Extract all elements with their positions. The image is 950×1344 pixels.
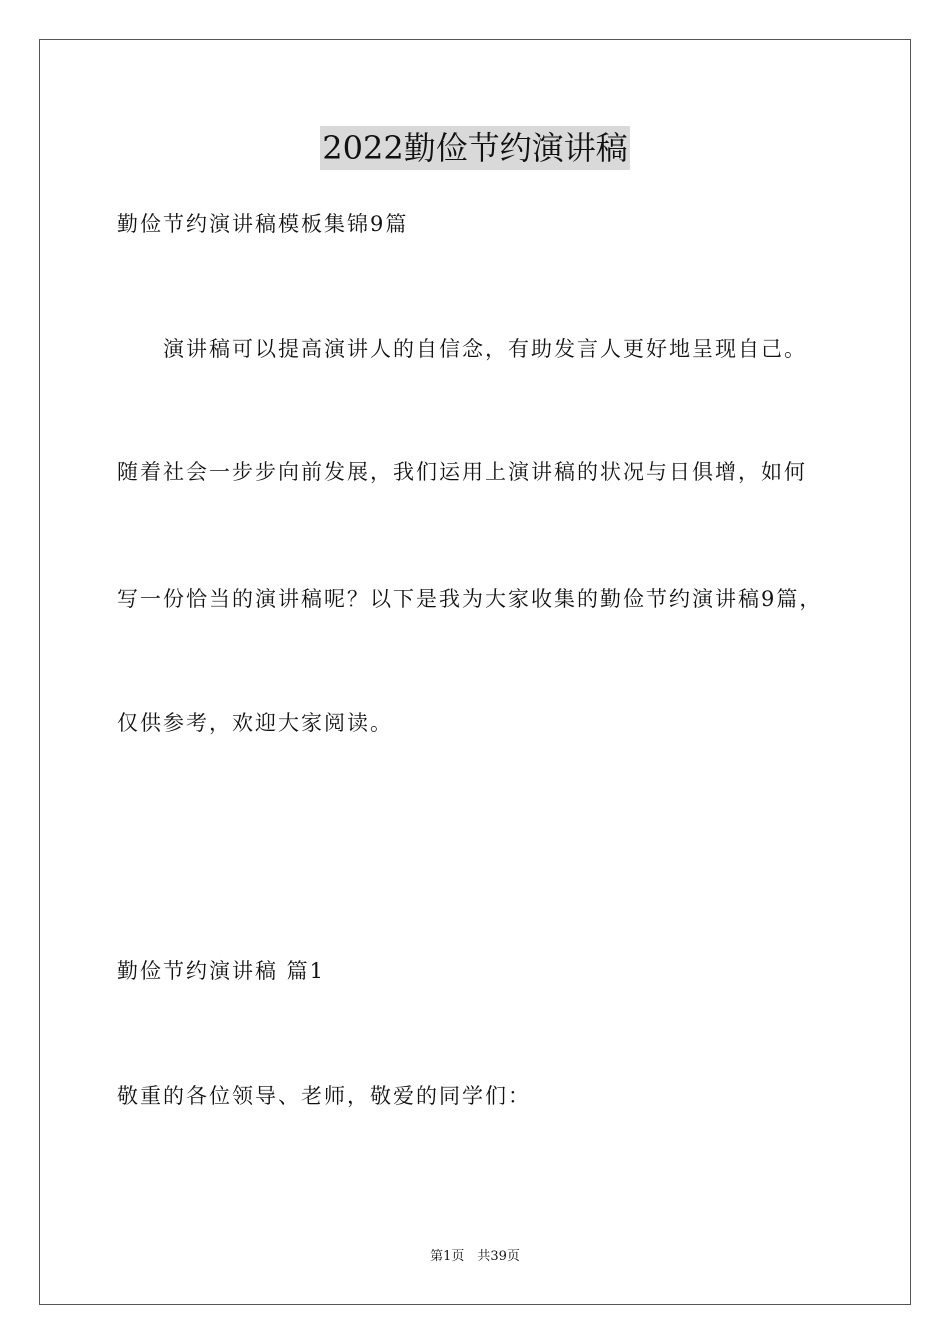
paragraph-line-3: 写一份恰当的演讲稿呢？以下是我为大家收集的勤俭节约演讲稿9篇， [117, 587, 823, 611]
page-footer: 第1页 共39页 [430, 1249, 520, 1264]
section-heading: 勤俭节约演讲稿 篇1 [117, 959, 326, 983]
salutation: 敬重的各位领导、老师，敬爱的同学们： [117, 1084, 531, 1108]
title-container [0, 126, 950, 170]
paragraph-line-2: 随着社会一步步向前发展，我们运用上演讲稿的状况与日俱增，如何 [117, 460, 807, 484]
document-subtitle: 勤俭节约演讲稿模板集锦9篇 [117, 212, 409, 236]
paragraph-line-4: 仅供参考，欢迎大家阅读。 [117, 711, 393, 735]
paragraph-line-1: 演讲稿可以提高演讲人的自信念，有助发言人更好地呈现自己。 [163, 337, 807, 361]
document-title: 2022勤俭节约演讲稿 [320, 126, 629, 170]
